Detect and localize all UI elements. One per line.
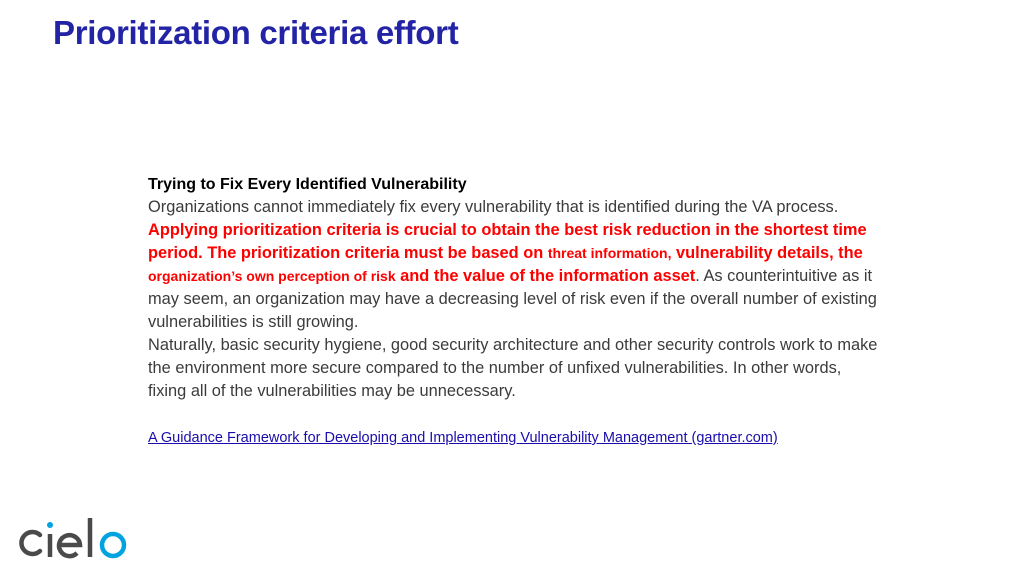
- p1-threat-info: threat information,: [547, 245, 672, 261]
- cielo-logo: [18, 510, 148, 566]
- paragraph-hygiene: Naturally, basic security hygiene, good security architecture and other security controls work to make the environment more secure compared to the number of unfixed vulnerabilities. In other words, fixing all of the vulnerabilities may be unnecessary.: [148, 336, 878, 400]
- gartner-link[interactable]: A Guidance Framework for Developing and Implementing Vulnerability Management (gartner.com): [148, 430, 778, 446]
- paragraph-prioritization: [148, 196, 878, 334]
- p1-outro: . As counterintuitive as it may seem, an organization may have a decreasing level of risk even if the overall number of existing vulnerabilities is still growing.: [148, 267, 877, 331]
- p1-vuln-details: vulnerability details, the: [671, 244, 863, 262]
- p1-highlight-main: Applying prioritization criteria is crucial to obtain the best risk reduction in the shortest time period. The prioritization criteria must be based on: [148, 221, 867, 262]
- p1-perception: organization’s own perception of risk: [148, 268, 396, 284]
- slide-title: Prioritization criteria effort: [53, 14, 459, 51]
- main-content: [148, 173, 878, 450]
- p1-intro: Organizations cannot immediately fix every vulnerability that is identified during the VA process.: [148, 198, 839, 216]
- p1-asset-value: and the value of the information asset: [395, 267, 696, 285]
- section-heading: Trying to Fix Every Identified Vulnerability: [148, 176, 467, 193]
